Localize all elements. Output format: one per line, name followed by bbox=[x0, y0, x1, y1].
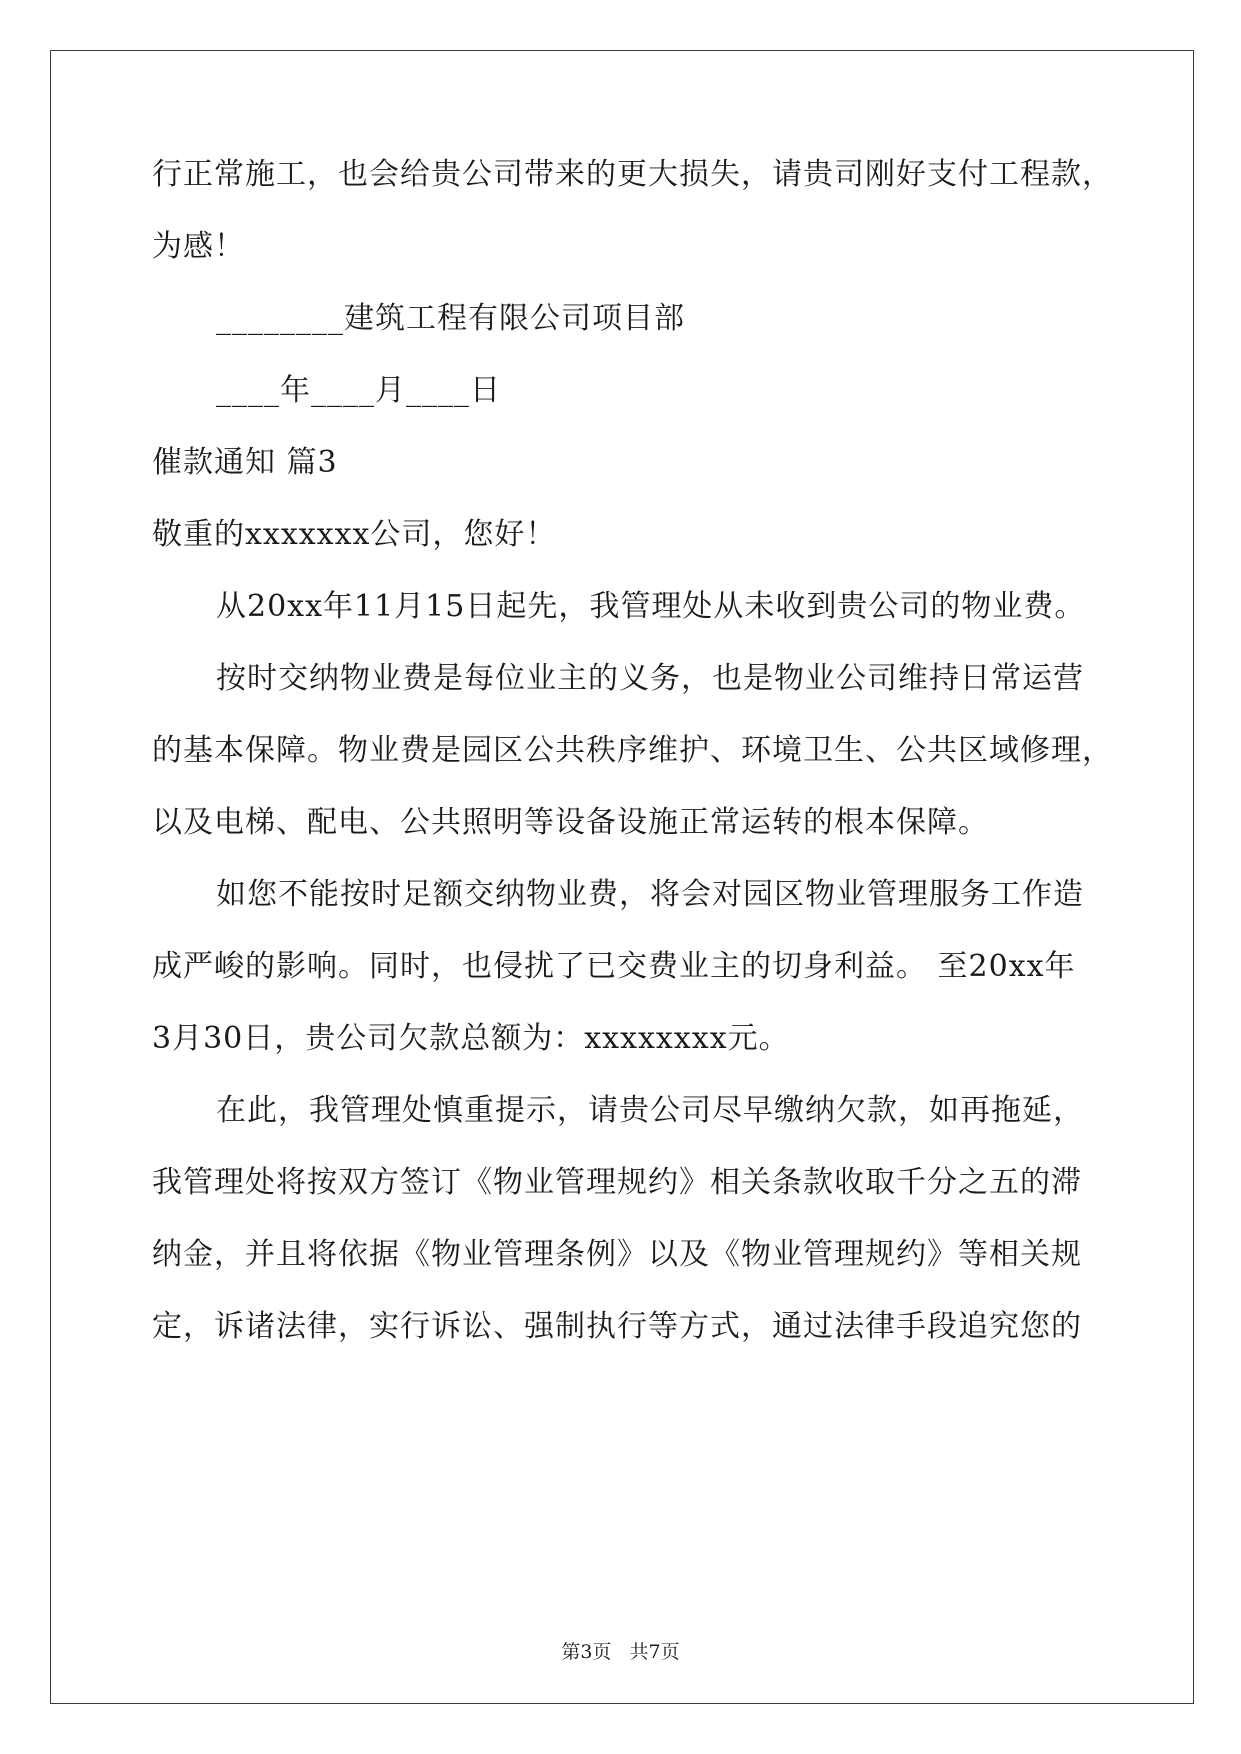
body-line-15: 我管理处将按双方签订《物业管理规约》相关条款收取千分之五的滞 bbox=[152, 1165, 1082, 1200]
body-line-14: 在此，我管理处慎重提示，请贵公司尽早缴纳欠款，如再拖延， bbox=[216, 1093, 1084, 1128]
section-title: 催款通知 篇3 bbox=[152, 445, 338, 480]
body-line-12: 成严峻的影响。同时，也侵扰了已交费业主的切身利益。 至20xx年 bbox=[152, 949, 1076, 984]
salutation: 敬重的xxxxxxx公司，您好！ bbox=[152, 517, 557, 552]
date-signature-line: ____年____月____日 bbox=[216, 373, 501, 408]
body-line-17: 定，诉诸法律，实行诉讼、强制执行等方式，通过法律手段追究您的 bbox=[152, 1309, 1082, 1344]
body-line-10: 以及电梯、配电、公共照明等设备设施正常运转的根本保障。 bbox=[152, 805, 989, 840]
body-line-2: 为感！ bbox=[152, 229, 245, 264]
body-line-8: 按时交纳物业费是每位业主的义务，也是物业公司维持日常运营 bbox=[216, 661, 1084, 696]
page-number-footer: 第3页 共7页 bbox=[561, 1641, 680, 1663]
company-signature-line: ________建筑工程有限公司项目部 bbox=[216, 301, 685, 336]
body-line-1: 行正常施工，也会给贵公司带来的更大损失，请贵司刚好支付工程款， bbox=[152, 157, 1113, 192]
body-line-13: 3月30日，贵公司欠款总额为：xxxxxxxx元。 bbox=[152, 1021, 790, 1056]
body-line-7: 从20xx年11月15日起先，我管理处从未收到贵公司的物业费。 bbox=[216, 589, 1086, 624]
body-line-11: 如您不能按时足额交纳物业费，将会对园区物业管理服务工作造 bbox=[216, 877, 1084, 912]
body-line-16: 纳金，并且将依据《物业管理条例》以及《物业管理规约》等相关规 bbox=[152, 1237, 1082, 1272]
body-line-9: 的基本保障。物业费是园区公共秩序维护、环境卫生、公共区域修理， bbox=[152, 733, 1113, 768]
